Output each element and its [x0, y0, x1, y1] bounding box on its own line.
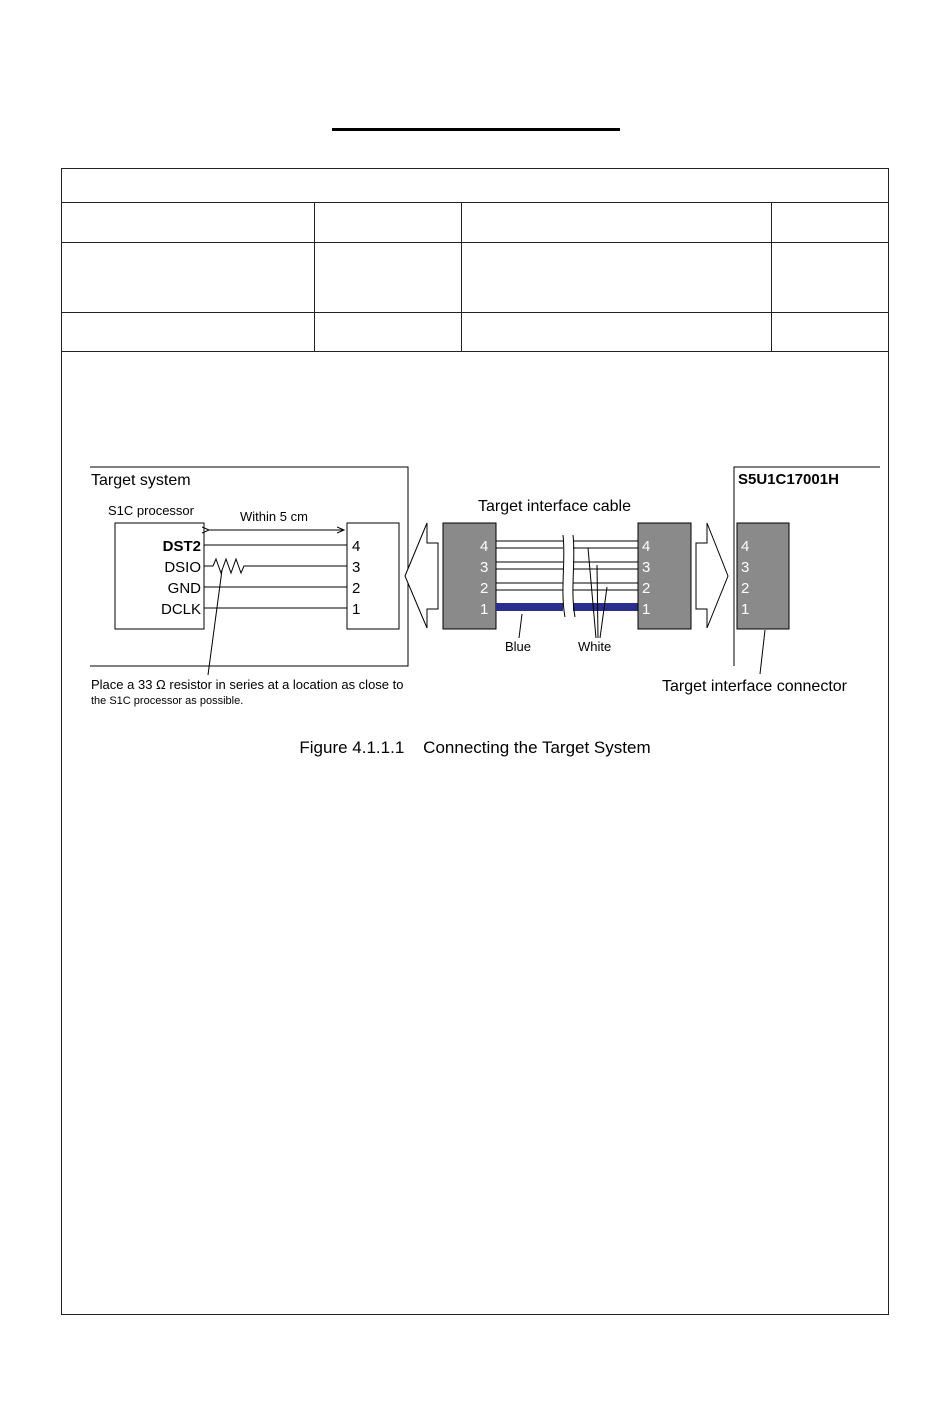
connector-label: Target interface connector — [662, 678, 847, 695]
pin-label: 1 — [480, 601, 489, 618]
pin-label: 3 — [642, 559, 651, 576]
pin-label: 4 — [642, 538, 651, 555]
blue-label-leader — [519, 614, 522, 638]
signal-label-dclk: DCLK — [160, 601, 201, 618]
white-label-leader — [597, 565, 598, 638]
device-label: S5U1C17001H — [738, 471, 839, 488]
pin-label: 1 — [642, 601, 651, 618]
pin-label: 4 — [741, 538, 750, 555]
pin-label: 1 — [741, 601, 750, 618]
target-system-label: Target system — [91, 472, 191, 489]
resistor-note-line2: the S1C processor as possible. — [91, 695, 244, 707]
pin-label: 2 — [480, 580, 489, 597]
white-label-leader — [600, 587, 607, 638]
resistor-symbol — [204, 559, 347, 573]
pin-label: 3 — [352, 559, 361, 576]
connection-arrow-right — [696, 523, 728, 628]
pin-label: 3 — [480, 559, 489, 576]
resistor-note-leader — [208, 570, 222, 675]
figure-caption: Figure 4.1.1.1 Connecting the Target System — [299, 738, 651, 757]
pin-label: 3 — [741, 559, 750, 576]
cable-label: Target interface cable — [478, 498, 631, 515]
distance-label: Within 5 cm — [240, 509, 308, 524]
pin-label: 1 — [352, 601, 361, 618]
cable-wires — [496, 535, 638, 617]
connection-arrow-left — [405, 523, 438, 628]
pin-label: 2 — [642, 580, 651, 597]
resistor-note-line1: Place a 33 Ω resistor in series at a location as close to — [91, 677, 404, 692]
pin-label: 2 — [352, 580, 361, 597]
signal-label-gnd: GND — [167, 580, 201, 597]
connector-label-leader — [760, 630, 765, 674]
signal-label-dst2: DST2 — [162, 538, 201, 555]
wire-color-white-label: White — [578, 639, 612, 654]
pin-label: 4 — [480, 538, 489, 555]
processor-label: S1C processor — [108, 503, 194, 518]
pin-label: 2 — [741, 580, 750, 597]
signal-label-dsio: DSIO — [164, 559, 201, 576]
wire-color-blue-label: Blue — [505, 639, 532, 654]
pin-label: 4 — [352, 538, 361, 555]
